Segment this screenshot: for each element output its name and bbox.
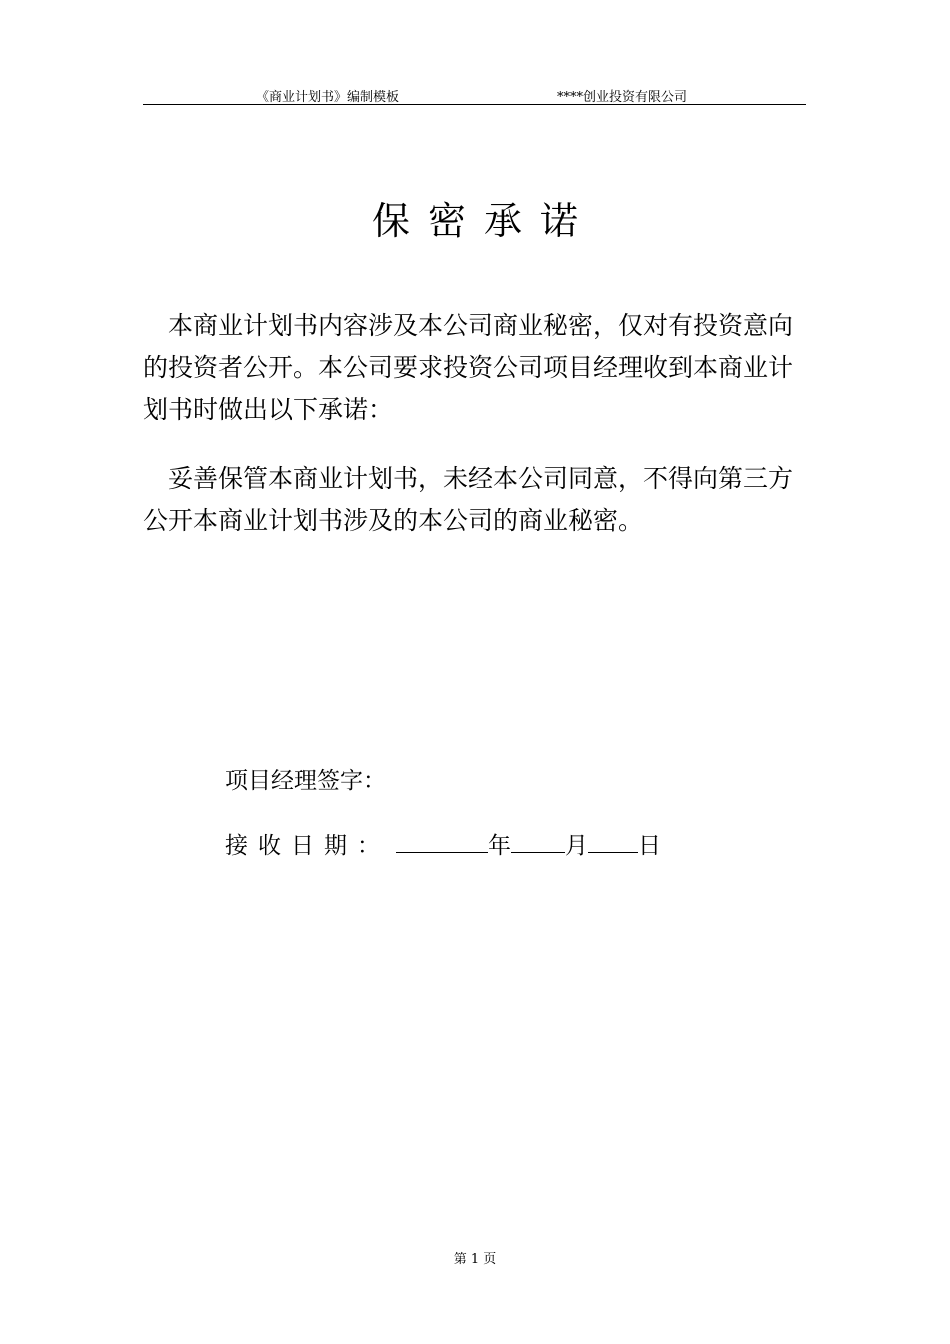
day-blank [588,830,638,853]
receipt-date-label: 接收日期： [225,833,390,859]
page-number: 第 1 页 [453,1252,497,1267]
receipt-date-line [225,827,661,860]
year-unit: 年 [488,833,511,859]
page-header [143,84,806,105]
header-template-title: 《商业计划书》编制模板 [256,90,400,105]
paragraph-confidentiality-terms: 妥善保管本商业计划书，未经本公司同意，不得向第三方公开本商业计划书涉及的本公司的商业秘密。 [143,464,794,535]
month-unit: 月 [565,833,588,859]
day-unit: 日 [638,833,661,859]
year-blank [396,830,488,853]
document-title: 保密承诺 [371,199,596,243]
manager-signature-label: 项目经理签字： [225,768,386,794]
header-company-name: ****创业投资有限公司 [557,90,688,105]
paragraph-confidentiality-intro: 本商业计划书内容涉及本公司商业秘密，仅对有投资意向的投资者公开。本公司要求投资公司项目经理收到本商业计划书时做出以下承诺： [143,311,794,424]
month-blank [511,830,565,853]
